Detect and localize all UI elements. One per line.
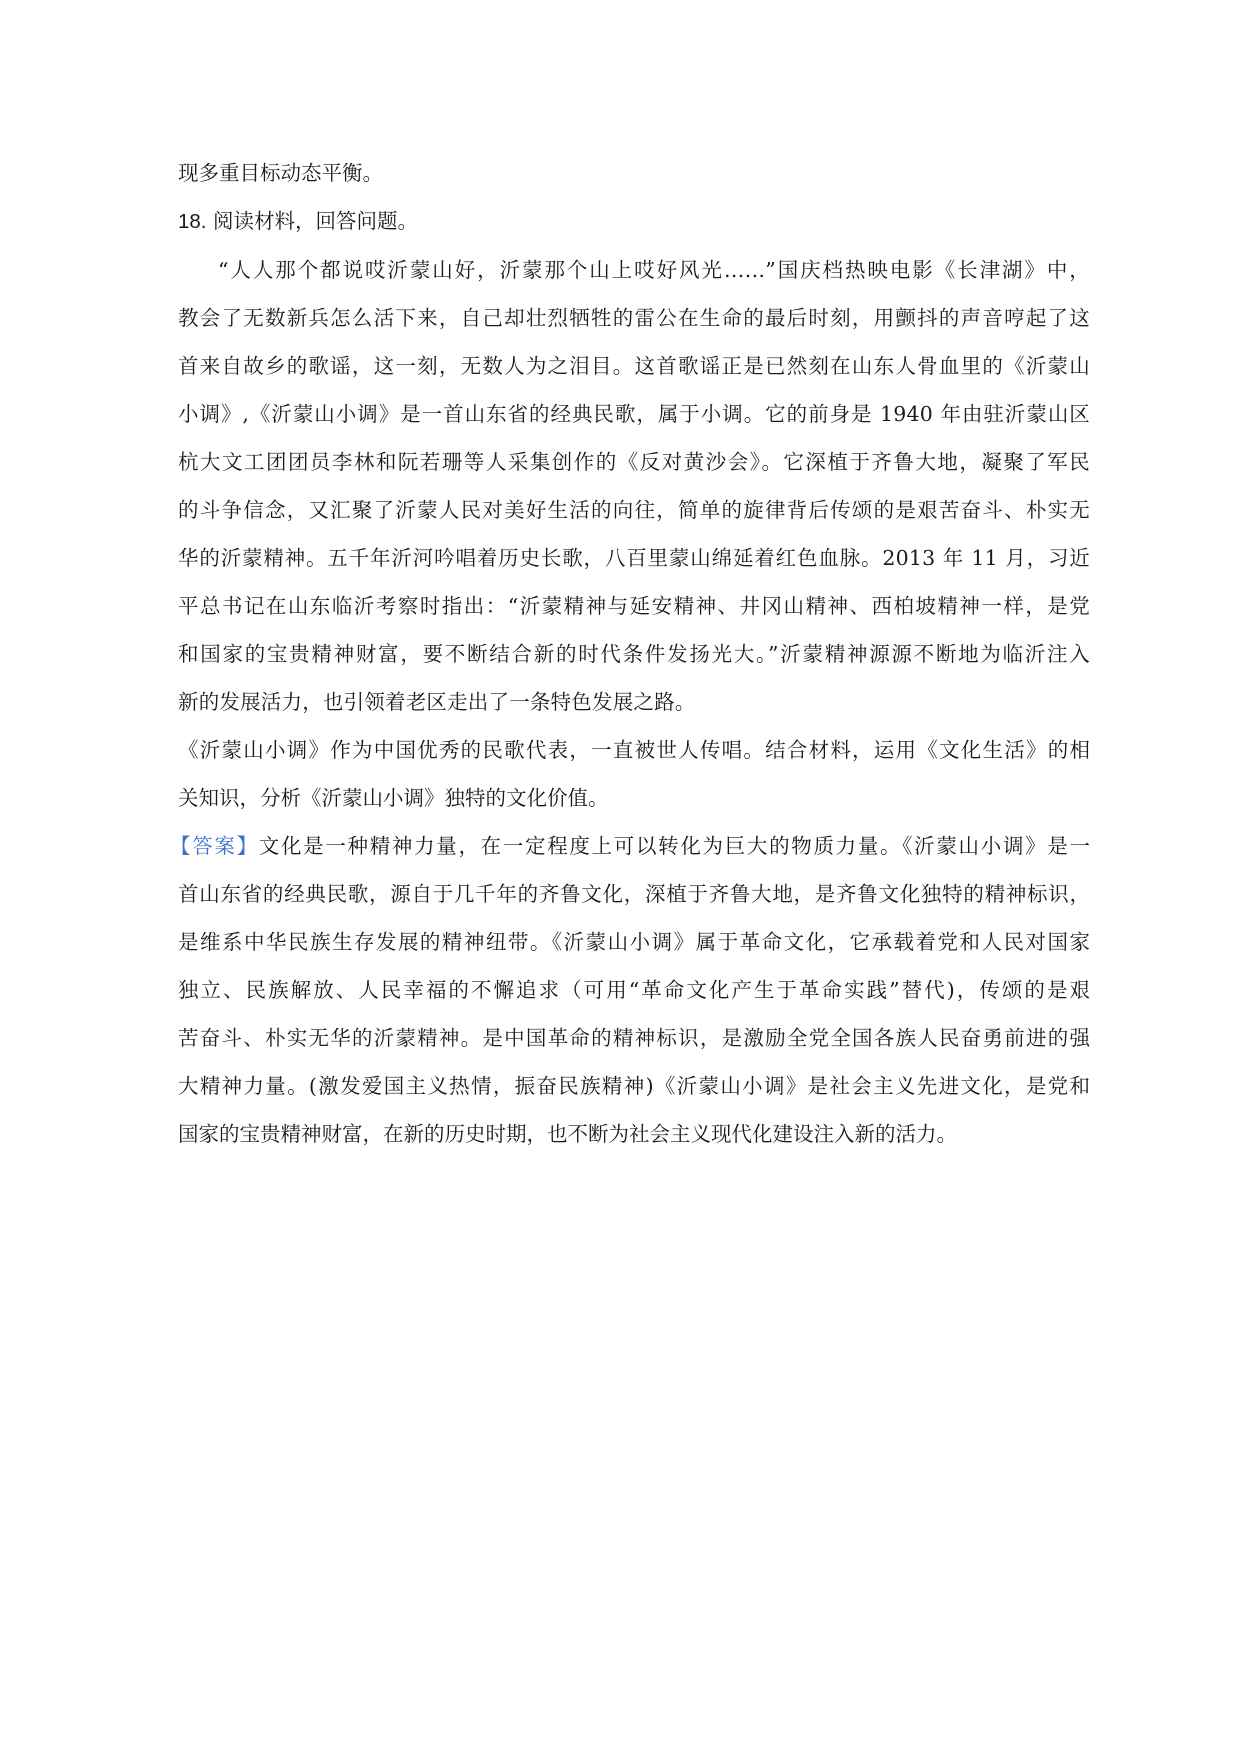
answer-text: 文化是一种精神力量，在一定程度上可以转化为巨大的物质力量。《沂蒙山小调》是一 [258,834,1091,858]
material-line: 首来自故乡的歌谣，这一刻，无数人为之泪目。这首歌谣正是已然刻在山东人骨血里的《沂蒙山 [178,354,1090,378]
question-prompt: 阅读材料，回答问题。 [213,209,419,233]
material-line: 华的沂蒙精神。五千年沂河吟唱着历史长歌，八百里蒙山绵延着红色血脉。2013 年 11 月，习近 [178,546,1090,570]
question-number: 18. [178,210,207,233]
material-line: “人人那个都说哎沂蒙山好，沂蒙那个山上哎好风光……”国庆档热映电影《长津湖》中， [218,258,1090,282]
task-line: 《沂蒙山小调》作为中国优秀的民歌代表，一直被世人传唱。结合材料，运用《文化生活》的相 [178,738,1090,762]
answer-line: 独立、民族解放、人民幸福的不懈追求（可用“革命文化产生于革命实践”替代)，传颂的是艰 [178,978,1090,1002]
answer-line: 首山东省的经典民歌，源自于几千年的齐鲁文化，深植于齐鲁大地，是齐鲁文化独特的精神标识， [178,882,1090,906]
question-header [178,206,1090,237]
material-line: 新的发展活力，也引领着老区走出了一条特色发展之路。 [178,690,696,714]
answer-tag: 【答案】 [170,834,259,858]
answer-line: 苦奋斗、朴实无华的沂蒙精神。是中国革命的精神标识，是激励全党全国各族人民奋勇前进的强 [178,1026,1090,1050]
answer-line: 是维系中华民族生存发展的精神纽带。《沂蒙山小调》属于革命文化，它承载着党和人民对国家 [178,930,1090,954]
previous-answer-tail: 现多重目标动态平衡。 [178,161,383,185]
material-line: 和国家的宝贵精神财富，要不断结合新的时代条件发扬光大。”沂蒙精神源源不断地为临沂注入 [178,642,1090,666]
answer-first-line [170,831,1090,861]
answer-line: 大精神力量。(激发爱国主义热情，振奋民族精神)《沂蒙山小调》是社会主义先进文化，是党和 [178,1074,1090,1098]
material-line: 小调》,《沂蒙山小调》是一首山东省的经典民歌，属于小调。它的前身是 1940 年由驻沂蒙山区 [178,402,1090,426]
material-line: 杭大文工团团员李林和阮若珊等人采集创作的《反对黄沙会》。它深植于齐鲁大地，凝聚了军民 [178,450,1090,474]
material-line: 教会了无数新兵怎么活下来，自己却壮烈牺牲的雷公在生命的最后时刻，用颤抖的声音哼起了这 [178,306,1090,330]
material-line: 平总书记在山东临沂考察时指出：“沂蒙精神与延安精神、井冈山精神、西柏坡精神一样，是党 [178,594,1090,618]
task-line: 关知识，分析《沂蒙山小调》独特的文化价值。 [178,786,609,810]
answer-line: 国家的宝贵精神财富，在新的历史时期，也不断为社会主义现代化建设注入新的活力。 [178,1122,957,1146]
material-line: 的斗争信念，又汇聚了沂蒙人民对美好生活的向往，简单的旋律背后传颂的是艰苦奋斗、朴实无 [178,498,1090,522]
